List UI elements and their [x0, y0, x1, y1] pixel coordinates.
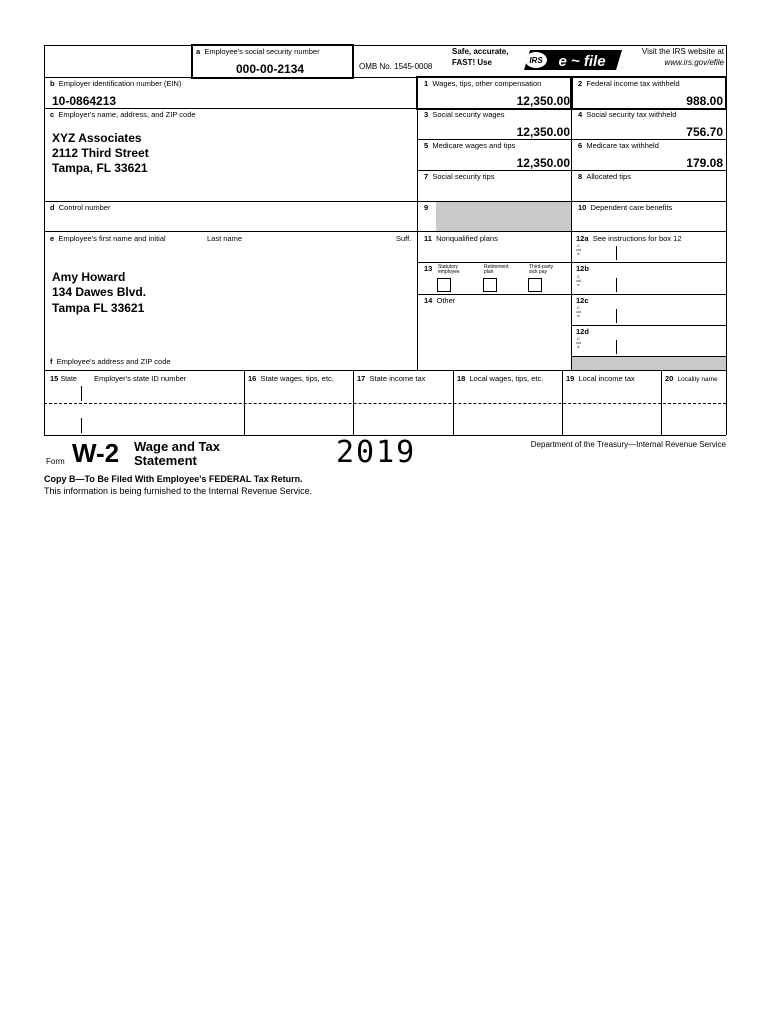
box-12b-code-label: Code [576, 274, 581, 287]
visit-irs-link[interactable]: www.irs.gov/efile [664, 58, 724, 67]
box-16-label: 16 State wages, tips, etc. [248, 374, 334, 383]
form-word: Form [46, 457, 65, 466]
box-12c-code-label: Code [576, 305, 581, 318]
box-2-value[interactable]: 988.00 [686, 94, 723, 108]
box-14-label: 14 Other [424, 296, 456, 305]
employer-name[interactable]: XYZ Associates [52, 131, 142, 145]
employee-last-name-label: Last name [207, 234, 243, 243]
retirement-plan-checkbox[interactable] [483, 278, 497, 292]
box-12d-code-label: Code [576, 336, 581, 349]
statutory-employee-label: Statutory employee [438, 264, 460, 276]
furnished-info-line: This information is being furnished to the Internal Revenue Service. [44, 486, 313, 496]
box-9-label: 9 [424, 203, 429, 212]
box-3-value[interactable]: 12,350.00 [516, 125, 570, 139]
omb-number: OMB No. 1545-0008 [359, 62, 433, 71]
box-12a-label: 12a See instructions for box 12 [576, 234, 682, 243]
box-12c-code-divider [616, 309, 617, 323]
employer-name-label: c Employer's name, address, and ZIP code [50, 110, 196, 119]
box-2-label: 2 Federal income tax withheld [578, 79, 680, 88]
third-party-sick-pay-label: Third-party sick pay [529, 264, 554, 276]
efile-logo [522, 48, 624, 72]
box-12b-code-divider [616, 278, 617, 292]
box-11-label: 11 Nonqualified plans [424, 234, 498, 243]
box-12c-label: 12c [576, 296, 589, 305]
box-12d-label: 12d [576, 327, 589, 336]
employee-name-label: e Employee's first name and initial [50, 234, 166, 243]
efile-promo-line1: Safe, accurate, [452, 47, 509, 56]
employer-state-id-label: Employer's state ID number [94, 374, 187, 383]
employer-city[interactable]: Tampa, FL 33621 [52, 161, 148, 175]
ssn-label: a Employee's social security number [196, 47, 320, 56]
visit-irs-line1: Visit the IRS website at [641, 47, 724, 56]
form-title-line2: Statement [134, 453, 197, 468]
form-title-line1: Wage and Tax [134, 439, 220, 454]
box-7-label: 7 Social security tips [424, 172, 495, 181]
ssn-value[interactable]: 000-00-2134 [236, 62, 305, 76]
box-12d-code-divider [616, 340, 617, 354]
statutory-employee-checkbox[interactable] [437, 278, 451, 292]
employee-address-label: f Employee's address and ZIP code [50, 357, 171, 366]
box-3-label: 3 Social security wages [424, 110, 505, 119]
box-5-label: 5 Medicare wages and tips [424, 141, 516, 150]
employee-suffix-label: Suff. [396, 234, 412, 243]
box-12a-code-label: Code [576, 243, 581, 256]
box-8-label: 8 Allocated tips [578, 172, 631, 181]
department-label: Department of the Treasury—Internal Revenue Service [530, 440, 726, 449]
box-20-label: 20 Locality name [665, 374, 718, 383]
ein-label: b Employer identification number (EIN) [50, 79, 182, 88]
efile-logo-text: e ~ file [558, 53, 606, 70]
box-6-value[interactable]: 179.08 [686, 156, 723, 170]
box-4-value[interactable]: 756.70 [686, 125, 723, 139]
box-12b-label: 12b [576, 264, 589, 273]
employee-street[interactable]: 134 Dawes Blvd. [52, 285, 147, 299]
box-1-value[interactable]: 12,350.00 [516, 94, 570, 108]
box-12a-code-divider [616, 246, 617, 260]
box-12-shaded-strip [572, 357, 726, 370]
ein-value[interactable]: 10-0864213 [52, 94, 117, 108]
form-year: 2019 [336, 435, 417, 470]
box-6-label: 6 Medicare tax withheld [578, 141, 659, 150]
box-15-label: 15 State [50, 374, 77, 383]
retirement-plan-label: Retirement plan [484, 264, 509, 276]
third-party-sick-pay-checkbox[interactable] [528, 278, 542, 292]
box-4-label: 4 Social security tax withheld [578, 110, 677, 119]
box-18-label: 18 Local wages, tips, etc. [457, 374, 544, 383]
form-id: W-2 [72, 438, 120, 468]
box-1-label: 1 Wages, tips, other compensation [424, 79, 542, 88]
employer-street[interactable]: 2112 Third Street [52, 146, 149, 160]
copy-b-line: Copy B—To Be Filed With Employee's FEDERAL Tax Return. [44, 474, 303, 484]
control-number-label: d Control number [50, 203, 111, 212]
efile-promo-line2: FAST! Use [452, 58, 493, 67]
box-17-label: 17 State income tax [357, 374, 426, 383]
box-9-shaded [436, 202, 571, 231]
box-5-value[interactable]: 12,350.00 [516, 156, 570, 170]
box-10-label: 10 Dependent care benefits [578, 203, 673, 212]
efile-logo-irs: IRS [529, 56, 543, 65]
efile-logo-graphic [522, 48, 624, 72]
employee-city[interactable]: Tampa FL 33621 [52, 301, 145, 315]
box-19-label: 19 Local income tax [566, 374, 635, 383]
employee-name[interactable]: Amy Howard [52, 270, 126, 284]
box-13-label: 13 [424, 264, 433, 273]
